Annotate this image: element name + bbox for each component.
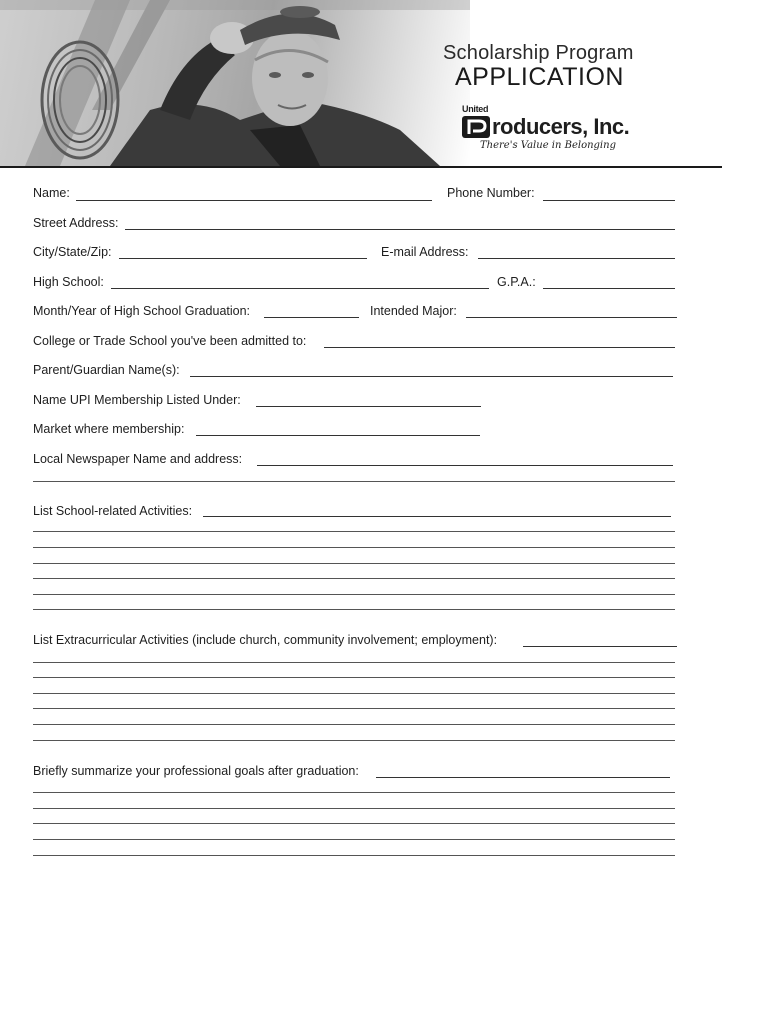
newspaper-label: Local Newspaper Name and address: bbox=[33, 452, 243, 466]
school-activities-line[interactable] bbox=[33, 563, 675, 564]
market-field[interactable] bbox=[196, 435, 480, 436]
extracurricular-line[interactable] bbox=[33, 662, 675, 663]
name-label: Name: bbox=[33, 186, 70, 200]
market-label: Market where membership: bbox=[33, 422, 185, 436]
school-activities-label: List School-related Activities: bbox=[33, 504, 193, 518]
logo-tagline: There's Value in Belonging bbox=[480, 140, 616, 151]
school-activities-line[interactable] bbox=[33, 547, 675, 548]
high-school-label: High School: bbox=[33, 275, 104, 289]
title-application: APPLICATION bbox=[455, 63, 624, 91]
name-field[interactable] bbox=[76, 200, 432, 201]
extracurricular-field[interactable] bbox=[523, 646, 677, 647]
phone-label: Phone Number: bbox=[447, 186, 535, 200]
school-activities-line[interactable] bbox=[33, 594, 675, 595]
intended-major-field[interactable] bbox=[466, 317, 677, 318]
school-activities-line[interactable] bbox=[33, 531, 675, 532]
city-state-zip-field[interactable] bbox=[119, 258, 367, 259]
extracurricular-line[interactable] bbox=[33, 693, 675, 694]
phone-field[interactable] bbox=[543, 200, 675, 201]
newspaper-field[interactable] bbox=[257, 465, 673, 466]
upi-membership-field[interactable] bbox=[256, 406, 481, 407]
professional-goals-line[interactable] bbox=[33, 808, 675, 809]
street-address-label: Street Address: bbox=[33, 216, 119, 230]
city-state-zip-label: City/State/Zip: bbox=[33, 245, 112, 259]
parent-guardian-label: Parent/Guardian Name(s): bbox=[33, 363, 180, 377]
parent-guardian-field[interactable] bbox=[190, 376, 673, 377]
professional-goals-label: Briefly summarize your professional goals after graduation: bbox=[33, 764, 359, 778]
extracurricular-line[interactable] bbox=[33, 677, 675, 678]
street-address-field[interactable] bbox=[125, 229, 675, 230]
extracurricular-line[interactable] bbox=[33, 724, 675, 725]
intended-major-label: Intended Major: bbox=[370, 304, 457, 318]
gpa-field[interactable] bbox=[543, 288, 675, 289]
graduation-date-field[interactable] bbox=[264, 317, 359, 318]
high-school-field[interactable] bbox=[111, 288, 489, 289]
professional-goals-line[interactable] bbox=[33, 855, 675, 856]
college-label: College or Trade School you've been admitted to: bbox=[33, 334, 307, 348]
gpa-label: G.P.A.: bbox=[497, 275, 536, 289]
professional-goals-field[interactable] bbox=[376, 777, 670, 778]
email-label: E-mail Address: bbox=[381, 245, 469, 259]
newspaper-extra-line[interactable] bbox=[33, 481, 675, 482]
school-activities-line[interactable] bbox=[33, 578, 675, 579]
school-activities-field[interactable] bbox=[203, 516, 671, 517]
title-scholarship-program: Scholarship Program bbox=[443, 42, 634, 64]
extracurricular-line[interactable] bbox=[33, 708, 675, 709]
upi-membership-label: Name UPI Membership Listed Under: bbox=[33, 393, 241, 407]
extracurricular-label: List Extracurricular Activities (include church, community involvement; employment): bbox=[33, 633, 498, 647]
school-activities-line[interactable] bbox=[33, 609, 675, 610]
logo-united-text: United bbox=[462, 104, 489, 114]
logo-company-name: roducers, Inc. bbox=[492, 114, 630, 139]
email-field[interactable] bbox=[478, 258, 675, 259]
professional-goals-line[interactable] bbox=[33, 823, 675, 824]
extracurricular-line[interactable] bbox=[33, 740, 675, 741]
professional-goals-line[interactable] bbox=[33, 839, 675, 840]
professional-goals-line[interactable] bbox=[33, 792, 675, 793]
college-field[interactable] bbox=[324, 347, 675, 348]
graduation-date-label: Month/Year of High School Graduation: bbox=[33, 304, 251, 318]
